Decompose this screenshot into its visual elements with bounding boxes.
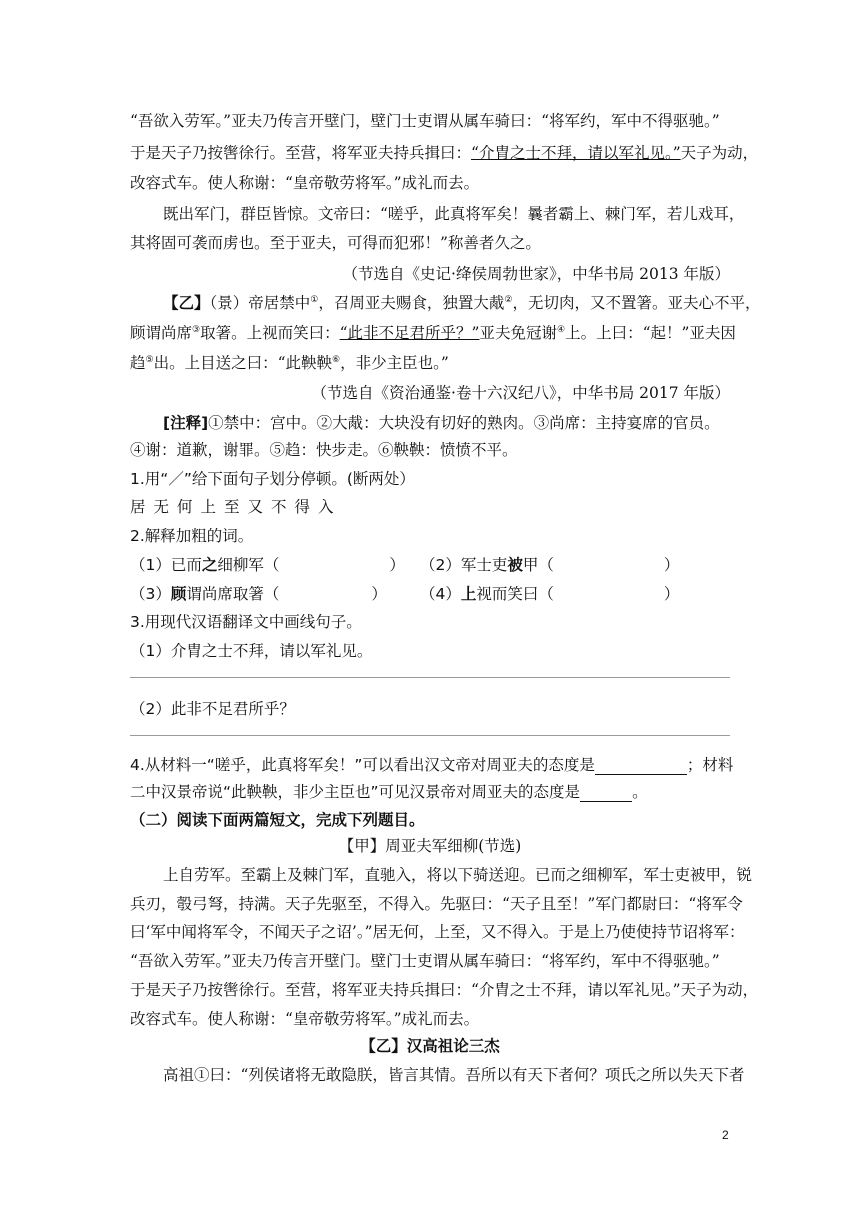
section-tag: 【乙】 [163,294,210,312]
answer-blank[interactable] [580,786,632,802]
footnote-mark: ① [310,294,319,305]
text-line: 曰‘军中闻将军令，不闻天子之诏’。”居无何，上至，又不得入。于是上乃使使持节诏将军： [130,923,745,941]
question-2-row [130,555,730,575]
item-text: （4） [420,585,461,603]
text-span: 出。上目送之曰：“此鞅鞅 [153,354,333,372]
text-line: “吾欲入劳军。”亚夫乃传言开壁门。壁门士吏谓从属车骑曰：“将军约，军中不得驱驰。” [130,952,720,970]
source-citation: （节选自《资治通鉴·卷十六汉纪八》，中华书局 2017 年版） [311,384,730,402]
text-line [130,353,730,373]
question-text: 二中汉景帝说“此鞅鞅，非少主臣也”可见汉景帝对周亚夫的态度是 [130,783,581,801]
text-line: 高祖①曰：“列侯诸将无敢隐朕，皆言其情。吾所以有天下者何？项氏之所以失天下者 [163,1066,745,1084]
item-text: ） [663,585,680,603]
text-span: ，召周亚夫赐食，独置大胾 [318,294,505,312]
text-span: 取箸。上视而笑曰： [200,324,340,342]
text-line: “吾欲入劳军。”亚夫乃传言开壁门，壁门士吏谓从属车骑曰：“将军约，军中不得驱驰。” [130,112,720,130]
text-span: ，无切肉，又不置箸。亚夫心不平， [512,294,761,312]
question-2-row [130,584,730,604]
q2-item-3 [130,584,420,604]
text-line: 于是天子乃按辔徐行。至营，将军亚夫持兵揖曰：“介胄之士不拜，请以军礼见。”天子为动， [130,981,759,999]
footnote-mark: ② [504,294,513,305]
item-text: 甲（ [522,556,554,574]
text-line: 改容式车。使人称谢：“皇帝敬劳将军。”成礼而去。 [130,1010,480,1028]
answer-blank[interactable] [595,759,687,775]
item-text: 细柳军（ [217,556,280,574]
text-line [130,143,759,163]
q2-item-1 [130,555,420,575]
text-line: 改容式车。使人称谢：“皇帝敬劳将军。”成礼而去。 [130,174,480,192]
notes-line: ④谢：道歉，谢罪。⑤趋：快步走。⑥鞅鞅：愤愤不平。 [130,441,518,459]
passage-title-yi: 【乙】汉高祖论三杰 [360,1036,500,1055]
text-span: 趋 [130,354,146,372]
bold-word: 上 [460,585,477,603]
question-2: 2.解释加粗的词。 [130,527,254,545]
item-text: ） [663,556,680,574]
item-text: 视而笑曰（ [476,585,554,603]
question-3-item-2: （2）此非不足君所乎？ [130,700,295,718]
footnote-mark: ⑥ [332,354,341,365]
answer-line[interactable] [130,735,730,736]
item-text: （2）军士吏 [420,556,508,574]
text-span: （景）帝居禁中 [209,294,311,312]
question-4-cont [130,782,730,802]
item-text: （3） [130,585,171,603]
text-span: 亚夫免冠谢 [479,324,557,342]
q2-item-2 [420,556,679,574]
question-text: ；材料 [686,756,734,774]
question-3-item-1: （1）介胄之士不拜，请以军礼见。 [130,642,373,660]
bold-word: 被 [507,556,523,574]
page-number: 2 [722,1128,729,1142]
text-line: 兵刃，彀弓弩，持满。天子先驱至，不得入。先驱曰：“天子且至！”军门都尉曰：“将军令 [130,895,743,913]
footnote-mark: ③ [192,324,201,335]
notes-line [163,413,763,433]
question-text: 。 [632,783,648,801]
bold-word: 顾 [170,585,187,603]
question-3: 3.用现代汉语翻译文中画线句子。 [130,613,362,631]
underlined-sentence: “介胄之士不拜，请以军礼见。” [471,144,681,162]
item-text: ） [389,556,405,574]
question-1: 1.用“／”给下面句子划分停顿。(断两处） [130,470,415,488]
bold-word: 之 [201,556,218,574]
text-line [163,293,763,313]
text-line [130,323,736,343]
underlined-sentence: “此非不足君所乎？” [339,324,480,342]
item-text: （1）已而 [130,556,202,574]
text-span: 于是天子乃按辔徐行。至营，将军亚夫持兵揖曰： [130,144,472,162]
item-text: ） [371,585,387,603]
item-text: 谓尚席取箸（ [186,585,280,603]
text-line: 既出军门，群臣皆惊。文帝曰：“嗟乎，此真将军矣！曩者霸上、棘门军，若儿戏耳， [163,205,745,223]
question-1-sentence: 居无何上至又不得入 [130,498,342,516]
passage-title-jia: 【甲】周亚夫军细柳(节选) [338,837,522,855]
footnote-mark: ④ [556,324,566,335]
q2-item-4 [420,585,679,603]
footnote-mark: ⑤ [145,354,154,365]
text-line: 其将固可袭而虏也。至于亚夫，可得而犯邪！”称善者久之。 [130,234,541,252]
text-span: 顾谓尚席 [130,324,193,342]
text-span: ，非少主臣也。” [340,354,449,372]
text-line: 上自劳军。至霸上及棘门军，直驰入，将以下骑送迎。已而之细柳军，军士吏被甲，锐 [163,866,753,884]
text-span: 天子为动， [680,144,759,162]
source-citation: （节选自《史记·绛侯周勃世家》，中华书局 2013 年版） [342,265,730,283]
notes-text: ①禁中：宫中。②大胾：大块没有切好的熟肉。③尚席：主持宴席的官员。 [208,414,720,432]
text-span: 上。上曰：“起！”亚夫因 [565,324,736,342]
notes-tag: [注释] [163,414,209,432]
answer-line[interactable] [130,677,730,678]
question-4 [130,755,734,775]
section-heading: （二）阅读下面两篇短文，完成下列题目。 [130,811,425,829]
question-text: 4.从材料一“嗟乎，此真将军矣！”可以看出汉文帝对周亚夫的态度是 [130,756,595,774]
